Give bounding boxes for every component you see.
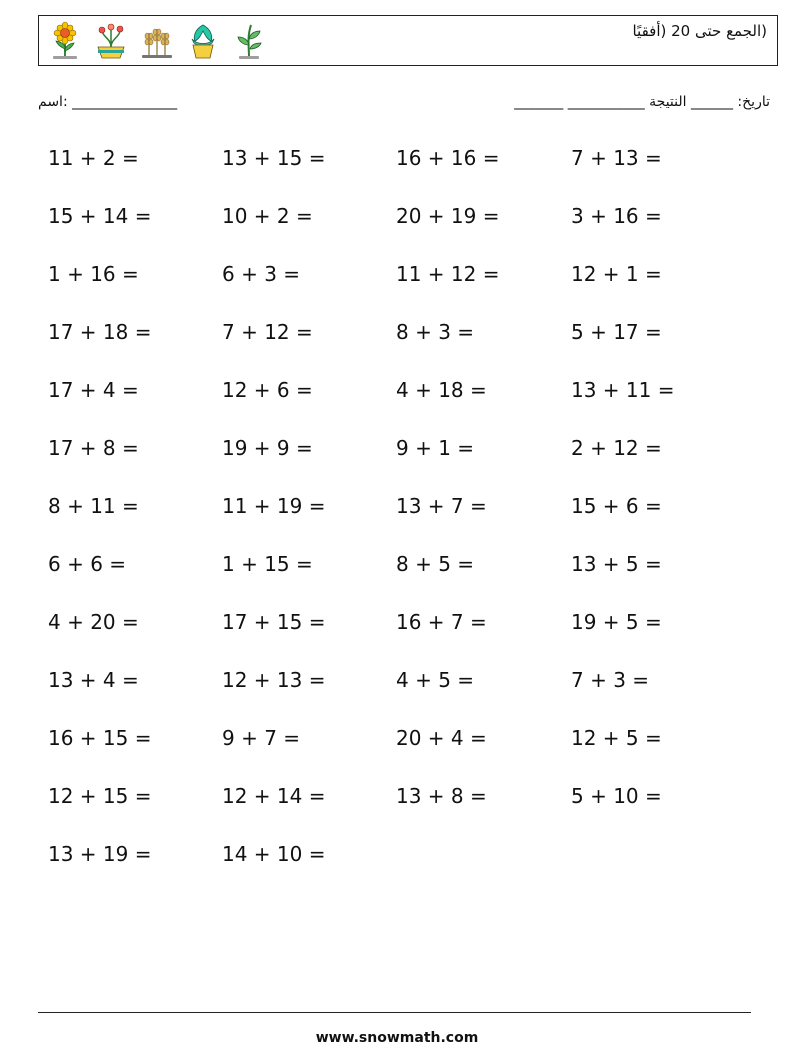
problem-item: 15 + 6 =: [571, 494, 662, 518]
problem-item: 9 + 1 =: [396, 436, 475, 460]
problem-item: 12 + 1 =: [571, 262, 662, 286]
problem-item: 5 + 10 =: [571, 784, 662, 808]
worksheet-header: [38, 15, 778, 66]
problem-item: 19 + 9 =: [222, 436, 313, 460]
wheat-icon: [139, 21, 175, 61]
problem-item: 4 + 5 =: [396, 668, 475, 692]
problem-item: 9 + 7 =: [222, 726, 301, 750]
problem-item: 13 + 7 =: [396, 494, 487, 518]
sprout-icon: [231, 21, 267, 61]
problem-item: 13 + 15 =: [222, 146, 326, 170]
problem-item: 12 + 14 =: [222, 784, 326, 808]
problem-item: 7 + 3 =: [571, 668, 650, 692]
problem-item: 4 + 20 =: [48, 610, 139, 634]
problem-item: 12 + 13 =: [222, 668, 326, 692]
footer-url: www.snowmath.com: [315, 1030, 479, 1046]
problem-item: 17 + 4 =: [48, 378, 139, 402]
problem-item: 11 + 2 =: [48, 146, 139, 170]
problem-item: 15 + 14 =: [48, 204, 152, 228]
problem-item: 12 + 5 =: [571, 726, 662, 750]
problem-item: 6 + 3 =: [222, 262, 301, 286]
problem-item: 13 + 4 =: [48, 668, 139, 692]
problem-item: 6 + 6 =: [48, 552, 127, 576]
sunflower-icon: [47, 21, 83, 61]
potted-plant-icon: [185, 21, 221, 61]
problem-item: 7 + 12 =: [222, 320, 313, 344]
problem-item: 5 + 17 =: [571, 320, 662, 344]
problem-item: 13 + 19 =: [48, 842, 152, 866]
problem-item: 11 + 12 =: [396, 262, 500, 286]
worksheet-title: (الجمع حتى 20 (أفقيًا: [632, 22, 767, 40]
problem-item: 4 + 18 =: [396, 378, 487, 402]
footer-divider: [38, 1012, 751, 1013]
problem-item: 8 + 3 =: [396, 320, 475, 344]
problem-item: 10 + 2 =: [222, 204, 313, 228]
name-field: اسم: _______________: [38, 94, 178, 110]
problem-item: 13 + 11 =: [571, 378, 675, 402]
problem-item: 8 + 5 =: [396, 552, 475, 576]
problem-item: 3 + 16 =: [571, 204, 662, 228]
problem-item: 16 + 15 =: [48, 726, 152, 750]
problem-item: 20 + 19 =: [396, 204, 500, 228]
problem-item: 8 + 11 =: [48, 494, 139, 518]
problem-item: 17 + 15 =: [222, 610, 326, 634]
problem-item: 1 + 16 =: [48, 262, 139, 286]
problem-item: 13 + 8 =: [396, 784, 487, 808]
problem-item: 16 + 16 =: [396, 146, 500, 170]
flower-pot-icon: [93, 21, 129, 61]
problem-item: 7 + 13 =: [571, 146, 662, 170]
problem-item: 17 + 8 =: [48, 436, 139, 460]
problem-item: 11 + 19 =: [222, 494, 326, 518]
problem-item: 13 + 5 =: [571, 552, 662, 576]
problem-item: 16 + 7 =: [396, 610, 487, 634]
problem-item: 12 + 15 =: [48, 784, 152, 808]
problem-item: 2 + 12 =: [571, 436, 662, 460]
problem-item: 14 + 10 =: [222, 842, 326, 866]
problem-item: 12 + 6 =: [222, 378, 313, 402]
problem-item: 20 + 4 =: [396, 726, 487, 750]
problem-item: 17 + 18 =: [48, 320, 152, 344]
problem-item: 1 + 15 =: [222, 552, 313, 576]
header-icons: [47, 21, 267, 61]
date-score-field: تاريخ: ______ النتيجة ___________ _______: [514, 94, 770, 110]
problem-item: 19 + 5 =: [571, 610, 662, 634]
